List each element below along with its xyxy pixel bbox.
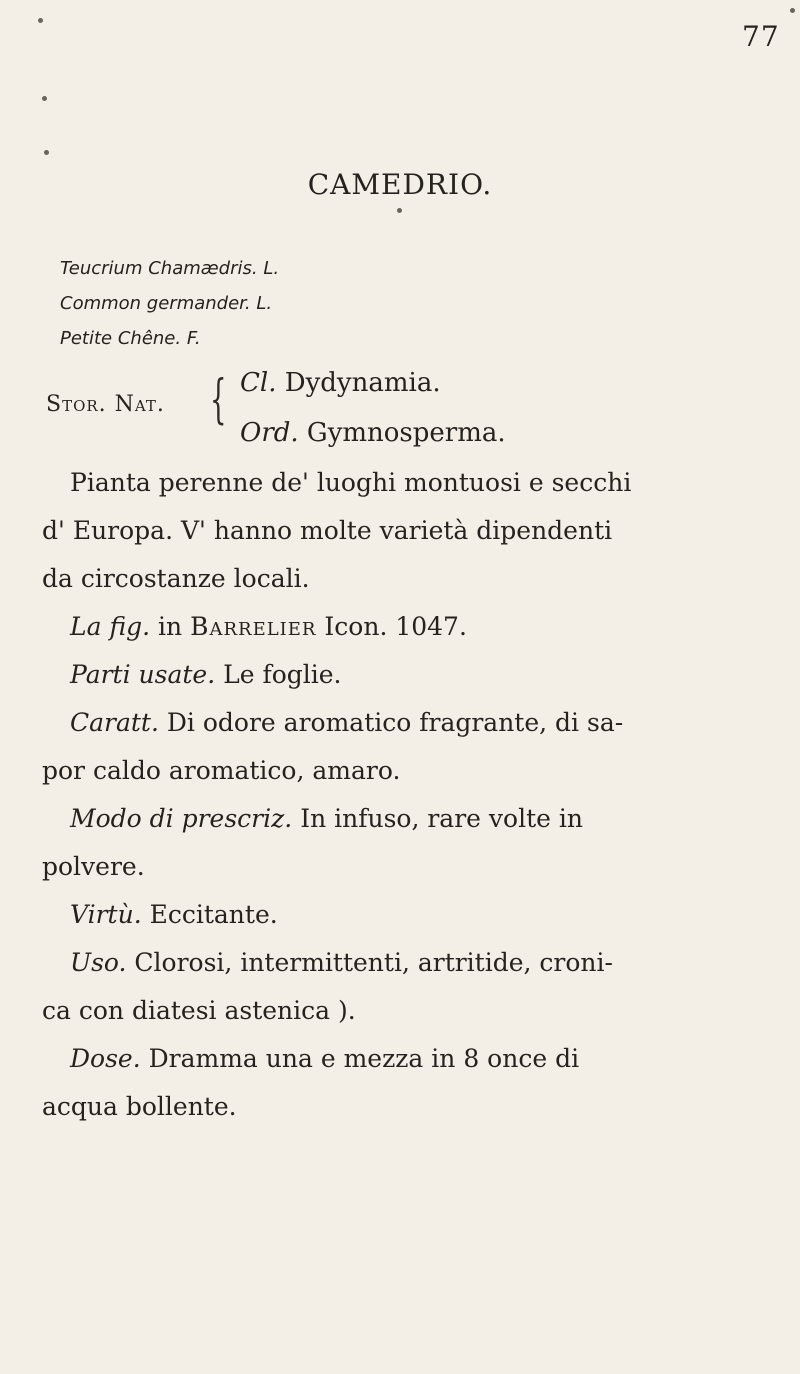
description-line: da circostanze locali. <box>42 564 310 593</box>
character-line-2: por caldo aromatico, amaro. <box>42 756 401 785</box>
figure-line <box>70 614 740 639</box>
parts-line <box>70 662 740 687</box>
figure-text-post: Icon. 1047. <box>324 612 467 641</box>
synonym-french: Petite Chêne. F. <box>60 328 201 349</box>
page-number: 77 <box>742 20 780 53</box>
virtue-label: Virtù. <box>70 900 142 929</box>
order-value: Gymnosperma. <box>306 418 506 448</box>
foxing-spot <box>38 18 43 23</box>
use-label: Uso. <box>70 948 127 977</box>
class-label: Cl. <box>240 368 277 398</box>
foxing-spot <box>42 96 47 101</box>
figure-text-pre: in <box>158 612 183 641</box>
foxing-spot <box>44 150 49 155</box>
synonym-latin: Teucrium Chamædris. L. <box>60 258 280 279</box>
figure-author: Barrelier <box>190 612 317 641</box>
virtue-line <box>70 902 740 927</box>
foxing-spot <box>790 8 795 13</box>
character-label: Caratt. <box>70 708 159 737</box>
description-line: Pianta perenne de' luoghi montuosi e secchi <box>70 468 632 497</box>
prescription-line <box>70 806 740 831</box>
foxing-spot <box>397 208 402 213</box>
description-line: d' Europa. V' hanno molte varietà dipendenti <box>42 516 613 545</box>
dose-line <box>70 1046 740 1071</box>
page-title: CAMEDRIO. <box>307 168 493 201</box>
dose-line-2: acqua bollente. <box>42 1092 237 1121</box>
order-label: Ord. <box>240 418 299 448</box>
use-line <box>70 950 740 975</box>
brace-icon: { <box>210 370 227 430</box>
dose-label: Dose. <box>70 1044 141 1073</box>
prescription-label: Modo di prescriz. <box>70 804 293 833</box>
use-text: Clorosi, intermittenti, artritide, croni- <box>134 948 613 977</box>
character-line <box>70 710 740 735</box>
classification-label: Stor. Nat. <box>46 392 165 417</box>
dose-text: Dramma una e mezza in 8 once di <box>148 1044 580 1073</box>
prescription-line-2: polvere. <box>42 852 145 881</box>
class-value: Dydynamia. <box>284 368 441 398</box>
character-text: Di odore aromatico fragrante, di sa- <box>166 708 624 737</box>
figure-label: La fig. <box>70 612 151 641</box>
prescription-text: In infuso, rare volte in <box>300 804 583 833</box>
virtue-text: Eccitante. <box>149 900 278 929</box>
synonym-english: Common germander. L. <box>60 293 273 314</box>
parts-label: Parti usate. <box>70 660 216 689</box>
order-line <box>240 418 506 448</box>
class-line <box>240 368 441 398</box>
parts-text: Le foglie. <box>223 660 342 689</box>
use-line-2: ca con diatesi astenica ). <box>42 996 356 1025</box>
